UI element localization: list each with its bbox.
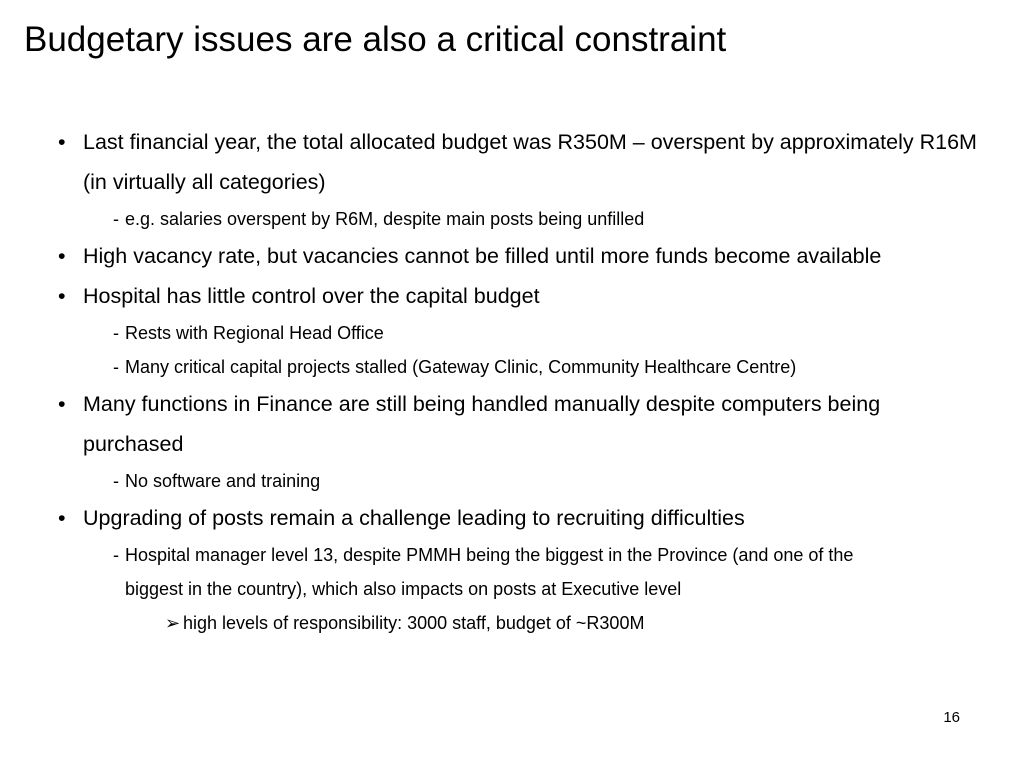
sub-bullet-item xyxy=(113,202,915,236)
sub-bullet-item xyxy=(113,350,915,384)
page-number: 16 xyxy=(943,709,960,726)
dash-icon: - xyxy=(113,323,119,343)
sub-bullet-item xyxy=(113,316,915,350)
bullet-dot-icon: • xyxy=(58,506,66,530)
sub-bullet-text: Rests with Regional Head Office xyxy=(125,323,384,343)
bullet-item xyxy=(58,236,978,276)
bullet-text: High vacancy rate, but vacancies cannot be filled until more funds become available xyxy=(83,244,882,268)
bullet-text: Last financial year, the total allocated budget was R350M – overspent by approximately R16M (in virtually all categories) xyxy=(83,130,977,194)
dash-icon: - xyxy=(113,357,119,377)
bullet-dot-icon: • xyxy=(58,284,66,308)
slide-body xyxy=(58,122,978,640)
bullet-text: Upgrading of posts remain a challenge leading to recruiting difficulties xyxy=(83,506,745,530)
sub-bullet-text: Many critical capital projects stalled (Gateway Clinic, Community Healthcare Centre) xyxy=(125,357,797,377)
slide-title: Budgetary issues are also a critical constraint xyxy=(24,20,727,59)
bullet-dot-icon: • xyxy=(58,130,66,154)
sub-sub-bullet-text: high levels of responsibility: 3000 staff, budget of ~R300M xyxy=(183,613,645,633)
bullet-item xyxy=(58,276,978,316)
bullet-item xyxy=(58,122,978,202)
bullet-item xyxy=(58,384,978,464)
dash-icon: - xyxy=(113,209,119,229)
sub-bullet-text: e.g. salaries overspent by R6M, despite main posts being unfilled xyxy=(125,209,645,229)
dash-icon: - xyxy=(113,471,119,491)
dash-icon: - xyxy=(113,545,119,565)
bullet-dot-icon: • xyxy=(58,392,66,416)
sub-bullet-text: No software and training xyxy=(125,471,321,491)
sub-bullet-item xyxy=(113,538,915,606)
bullet-text: Hospital has little control over the capital budget xyxy=(83,284,540,308)
sub-sub-bullet-item xyxy=(165,606,978,640)
bullet-dot-icon: • xyxy=(58,244,66,268)
sub-bullet-text: Hospital manager level 13, despite PMMH being the biggest in the Province (and one of the biggest in the country), which also impacts on posts at Executive level xyxy=(125,545,854,599)
bullet-text: Many functions in Finance are still being handled manually despite computers being purchased xyxy=(83,392,881,456)
arrow-right-icon: ➢ xyxy=(165,613,181,633)
sub-bullet-item xyxy=(113,464,915,498)
bullet-item xyxy=(58,498,978,538)
